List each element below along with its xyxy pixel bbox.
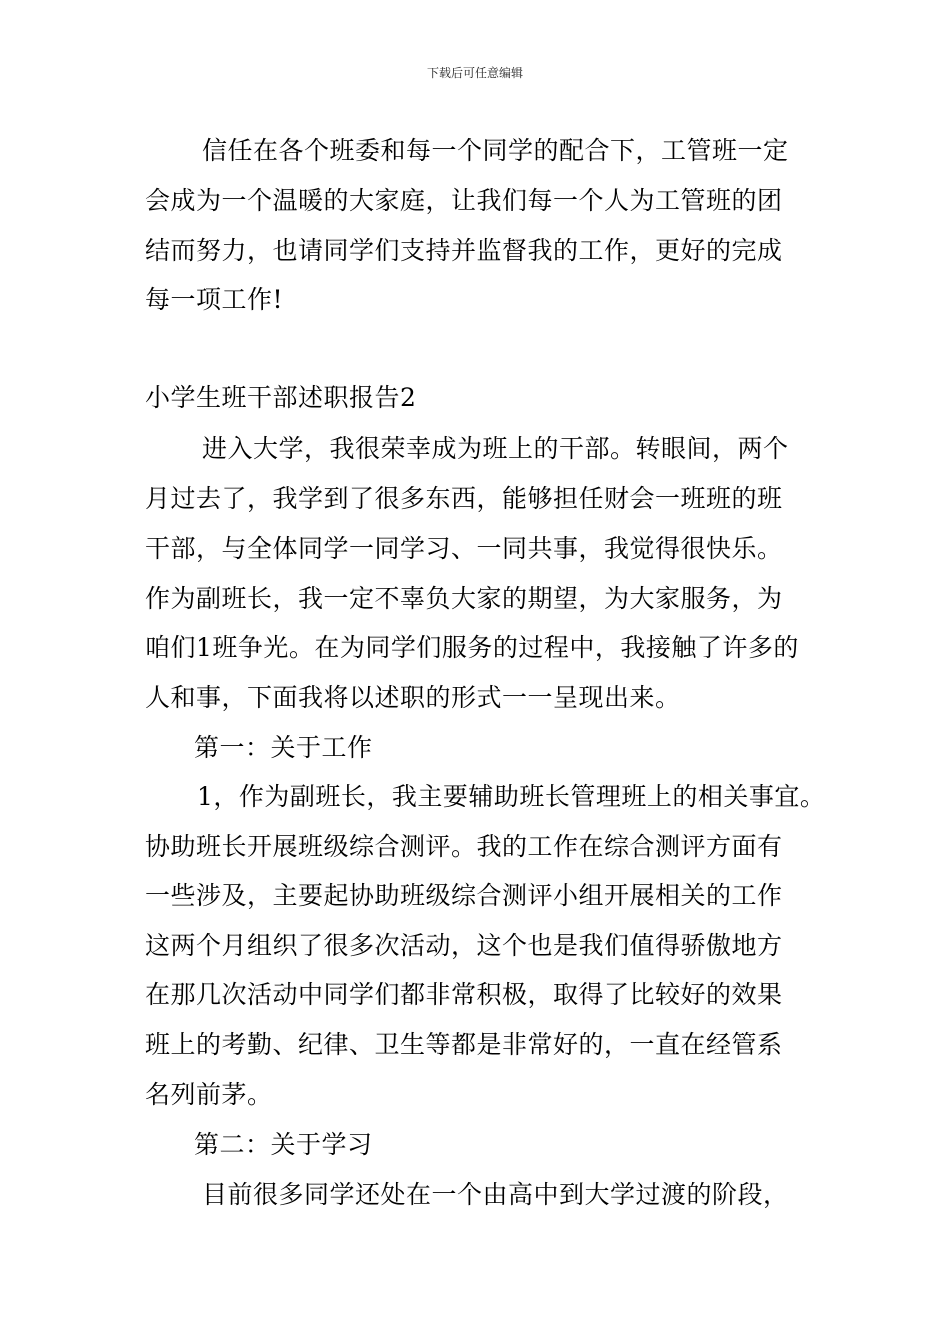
paragraph-line: 在那几次活动中同学们都非常积极，取得了比较好的效果	[145, 980, 783, 1009]
paragraph-line: 每一项工作!	[145, 285, 284, 314]
subsection-heading: 第二：关于学习	[194, 1130, 373, 1159]
paragraph-line: 进入大学，我很荣幸成为班上的干部。转眼间，两个	[202, 434, 789, 463]
paragraph-line: 月过去了，我学到了很多东西，能够担任财会一班班的班	[145, 484, 783, 513]
paragraph-line: 咱们1班争光。在为同学们服务的过程中，我接触了许多的	[145, 633, 799, 662]
paragraph-line: 一些涉及，主要起协助班级综合测评小组开展相关的工作	[145, 881, 783, 910]
paragraph-line: 协助班长开展班级综合测评。我的工作在综合测评方面有	[145, 832, 783, 861]
page-header: 下载后可任意编辑	[426, 66, 523, 80]
paragraph-line: 班上的考勤、纪律、卫生等都是非常好的，一直在经管系	[145, 1030, 783, 1059]
subsection-heading: 第一：关于工作	[194, 733, 373, 762]
paragraph-line: 这两个月组织了很多次活动，这个也是我们值得骄傲地方	[145, 931, 783, 960]
paragraph-line: 名列前茅。	[145, 1080, 273, 1109]
paragraph-line: 目前很多同学还处在一个由高中到大学过渡的阶段，	[202, 1180, 789, 1209]
section-title: 小学生班干部述职报告2	[145, 383, 417, 412]
paragraph-line: 作为副班长，我一定不辜负大家的期望，为大家服务，为	[145, 584, 783, 613]
paragraph-line: 干部，与全体同学一同学习、一同共事，我觉得很快乐。	[145, 534, 783, 563]
paragraph-line: 结而努力，也请同学们支持并监督我的工作，更好的完成	[145, 236, 783, 265]
paragraph-line: 人和事，下面我将以述职的形式一一呈现出来。	[145, 683, 681, 712]
paragraph-line: 信任在各个班委和每一个同学的配合下，工管班一定	[202, 136, 789, 165]
paragraph-line: 会成为一个温暖的大家庭，让我们每一个人为工管班的团	[145, 186, 783, 215]
paragraph-line: 1，作为副班长，我主要辅助班长管理班上的相关事宜。	[197, 782, 826, 811]
